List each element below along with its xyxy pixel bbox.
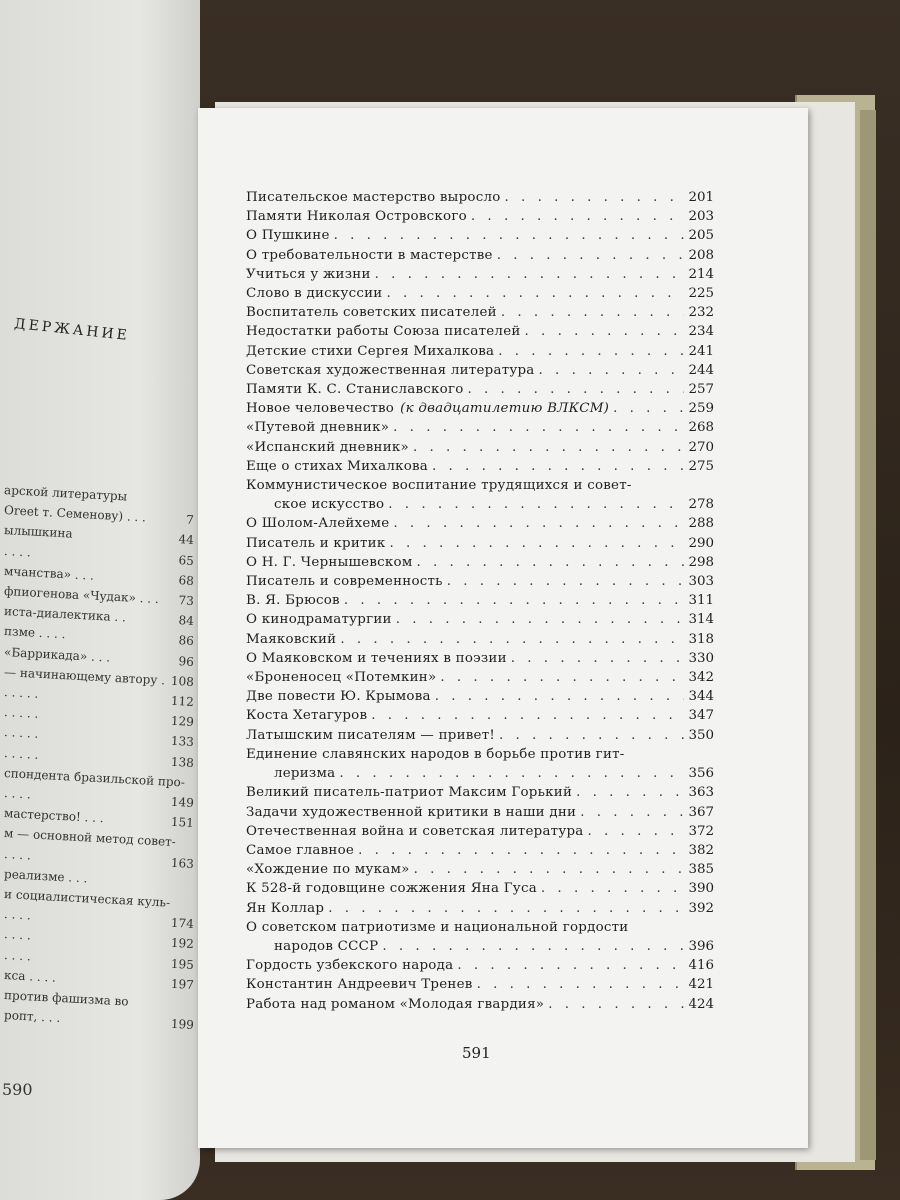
left-page-line — [4, 988, 194, 1012]
toc-entry-title: К 528-й годовщине сожжения Яна Гуса — [246, 881, 537, 897]
toc-entry-page: 270 — [688, 439, 714, 455]
toc-entry-title: О Н. Г. Чернышевском — [246, 554, 413, 570]
toc-leader-dots — [378, 937, 684, 956]
toc-entry-page: 390 — [688, 881, 714, 897]
toc-entry-continuation: леризма — [274, 766, 336, 782]
left-page-line-text: и социалистическая куль- — [3, 887, 171, 910]
toc-entry — [246, 803, 714, 822]
toc-entry-title: Писательское мастерство выросло — [246, 190, 501, 205]
toc-entry — [246, 534, 714, 553]
left-page-line — [4, 725, 194, 749]
toc-entry — [246, 860, 714, 879]
toc-entry-title: О Шолом-Алейхеме — [246, 516, 390, 532]
toc-leader-dots — [389, 418, 684, 437]
toc-entry — [246, 726, 714, 745]
toc-leader-dots — [409, 438, 684, 457]
toc-leader-dots — [501, 188, 684, 207]
toc-leader-dots — [576, 803, 684, 822]
left-page-line-text: спондента бразильской про- — [3, 765, 186, 790]
left-page-line-number — [194, 998, 195, 1012]
toc-leader-dots — [371, 265, 684, 284]
left-page-line-text: . . . . . — [3, 725, 39, 742]
toc-entry-page: 350 — [688, 727, 714, 743]
left-page-line-number: 7 — [185, 512, 195, 528]
toc-leader-dots — [535, 361, 684, 380]
right-page — [198, 108, 808, 1148]
toc-entry-title: Единение славянских народов в борьбе против гит- — [246, 746, 625, 762]
toc-entry-title: Памяти К. С. Станиславского — [246, 382, 464, 398]
left-page-line-text: ропт, . . . — [3, 1008, 61, 1026]
toc-entry-page: 244 — [688, 362, 714, 378]
toc-entry — [246, 630, 714, 649]
toc-entry-title: Латышским писателям — привет! — [246, 727, 496, 743]
toc-entry — [246, 188, 714, 207]
left-page-line-number: 84 — [178, 613, 195, 629]
toc-leader-dots — [609, 399, 684, 418]
left-page-line-number: 163 — [170, 855, 195, 871]
left-page-line-text: против фашизма во — [3, 988, 129, 1009]
toc-entry — [246, 207, 714, 226]
toc-entry — [246, 956, 714, 975]
toc-leader-dots — [467, 207, 684, 226]
toc-leader-dots — [453, 956, 684, 975]
toc-entry-page: 203 — [688, 209, 714, 225]
toc-entry — [246, 457, 714, 476]
toc-leader-dots — [340, 591, 684, 610]
toc-entry-page: 278 — [688, 497, 714, 513]
left-page-line-text: — начинающему автору . — [3, 664, 166, 688]
left-page-line — [4, 948, 194, 972]
toc-entry-page: 392 — [688, 900, 714, 916]
toc-entry-page: 232 — [688, 305, 714, 321]
left-page-line-number: 112 — [170, 693, 195, 709]
toc-entry — [246, 246, 714, 265]
left-page-line-text: ылышкина — [3, 523, 73, 541]
toc-entry-title: Детские стихи Сергея Михалкова — [246, 343, 495, 359]
left-page-line-number: 68 — [178, 572, 195, 588]
left-page-line-text: мчанства» . . . — [3, 563, 95, 583]
toc-entry — [246, 668, 714, 687]
toc-entry-title: Слово в дискуссии — [246, 286, 383, 302]
toc-entry-page: 318 — [688, 631, 714, 647]
toc-leader-dots — [537, 879, 684, 898]
toc-leader-dots — [497, 303, 684, 322]
left-page-line-text: реализме . . . — [3, 866, 88, 886]
left-page-line — [4, 927, 194, 951]
left-page-line-number: 129 — [170, 713, 195, 730]
toc-leader-dots — [382, 284, 684, 303]
toc-entry-page: 424 — [688, 996, 714, 1012]
toc-entry-page: 421 — [688, 977, 714, 993]
left-page-line-text: . . . . — [3, 927, 32, 943]
toc-entry — [246, 687, 714, 706]
left-page-line — [4, 645, 194, 669]
toc-entry — [246, 226, 714, 245]
toc-entry-page: 259 — [688, 401, 714, 417]
left-page-line-text: пзме . . . . — [3, 624, 66, 642]
toc-entry-title: Гордость узбекского народа — [246, 958, 454, 974]
toc-entry-title: О требовательности в мастерстве — [246, 247, 493, 263]
left-page-line-text: . . . . — [3, 947, 32, 964]
toc-entry-title: Писатель и современность — [246, 574, 443, 590]
toc-leader-dots — [464, 380, 684, 399]
toc-entry — [246, 342, 714, 361]
toc-entry-title: Отечественная война и советская литература — [246, 823, 584, 839]
left-page-line — [4, 483, 194, 507]
left-page-heading: ДЕРЖАНИЕ — [13, 315, 131, 345]
toc-entry-page: 290 — [688, 535, 714, 551]
left-page-line-number: 108 — [170, 673, 195, 689]
left-page-line-text: арской литературы — [3, 483, 128, 504]
left-page-line-text: . . . . . — [3, 685, 39, 701]
toc-entry-title: Советская художественная литература — [246, 362, 535, 378]
toc-entry-page: 303 — [688, 574, 714, 590]
toc-leader-dots — [521, 322, 684, 341]
toc-entry — [246, 899, 714, 918]
toc-entry-title: Коммунистическое воспитание трудящихся и совет- — [246, 478, 632, 494]
toc-entry-continuation: народов СССР — [274, 938, 379, 954]
toc-leader-dots — [330, 226, 684, 245]
toc-entry — [246, 476, 714, 514]
toc-entry-page: 396 — [688, 938, 714, 954]
left-page — [0, 0, 200, 1200]
toc-entry — [246, 745, 714, 783]
toc-leader-dots — [495, 726, 684, 745]
left-page-line — [4, 584, 194, 608]
toc-leader-dots — [336, 630, 684, 649]
toc-entry-page: 241 — [688, 343, 714, 359]
toc-entry-continuation: ское искусство — [274, 497, 385, 513]
toc-entry-page: 234 — [688, 324, 714, 340]
toc-leader-dots — [384, 495, 684, 514]
toc-entry-title: Памяти Николая Островского — [246, 209, 467, 225]
left-page-line-number: 96 — [178, 653, 195, 669]
left-page-line-number: 149 — [170, 794, 195, 810]
left-page-line — [4, 665, 194, 689]
left-page-line-text: . . . . — [3, 786, 32, 802]
toc-entry — [246, 610, 714, 629]
toc-entry — [246, 841, 714, 860]
toc-entry-page: 208 — [688, 247, 714, 263]
left-page-line-text: кса . . . . — [3, 967, 57, 985]
toc-entry-title: Коста Хетагуров — [246, 708, 368, 724]
left-page-line — [4, 968, 194, 992]
left-page-line-text: мастерство! . . . — [3, 806, 105, 826]
toc-entry — [246, 553, 714, 572]
toc-entry — [246, 822, 714, 841]
toc-entry-title: «Путевой дневник» — [246, 420, 390, 436]
left-page-line-number: 195 — [170, 956, 195, 972]
toc-leader-dots — [367, 706, 684, 725]
toc-entry-page: 257 — [688, 382, 714, 398]
toc-leader-dots — [324, 899, 684, 918]
toc-entry — [246, 879, 714, 898]
toc-entry — [246, 649, 714, 668]
toc-entry-page: 416 — [688, 958, 714, 974]
left-page-line-text: Oreet т. Семенову) . . . — [3, 503, 147, 525]
left-page-line-number — [194, 897, 195, 911]
toc-leader-dots — [410, 860, 684, 879]
left-page-line-text: фпиогенова «Чудак» . . . — [3, 584, 160, 607]
toc-leader-dots — [385, 534, 684, 553]
left-page-line-text: «Баррикада» . . . — [3, 644, 111, 665]
left-page-line-number — [194, 493, 195, 507]
toc-leader-dots — [389, 514, 684, 533]
toc-entry — [246, 514, 714, 533]
toc-entry-page: 367 — [688, 804, 714, 820]
left-page-line — [4, 847, 194, 871]
toc-leader-dots — [436, 668, 684, 687]
left-page-line-text: иста-диалектика . . — [3, 604, 127, 625]
left-page-line-number: 133 — [170, 734, 195, 750]
toc-entry-page: 372 — [688, 823, 714, 839]
toc-entry-page: 275 — [688, 458, 714, 474]
toc-entry-page: 342 — [688, 670, 714, 686]
toc-entry — [246, 995, 714, 1014]
left-page-line-number — [194, 836, 195, 850]
left-page-line-text: м — основной метод совет- — [3, 826, 177, 850]
toc-entry-page: 201 — [688, 190, 714, 205]
toc-leader-dots — [413, 553, 685, 572]
toc-entry — [246, 572, 714, 591]
toc-entry-page: 385 — [688, 862, 714, 878]
toc-entry — [246, 303, 714, 322]
toc-entry-title: Маяковский — [246, 631, 337, 647]
toc-entry-page: 225 — [688, 286, 714, 302]
toc-entry — [246, 706, 714, 725]
toc-entry — [246, 322, 714, 341]
toc-entry-title: В. Я. Брюсов — [246, 593, 340, 609]
toc-entry-page: 205 — [688, 228, 714, 244]
toc-entry-title: Самое главное — [246, 842, 355, 858]
toc-entry-title: «Броненосец «Потемкин» — [246, 670, 437, 686]
toc-entry — [246, 399, 714, 418]
toc-entry-title: О советском патриотизме и национальной гордости — [246, 919, 629, 935]
toc-entry-title: Воспитатель советских писателей — [246, 305, 497, 321]
toc-entry-page: 268 — [688, 420, 714, 436]
left-page-line-number: 192 — [170, 936, 195, 952]
left-page-line-text: . . . . . — [3, 705, 39, 722]
toc-entry — [246, 438, 714, 457]
table-of-contents — [246, 188, 714, 1014]
toc-entry-title: Две повести Ю. Крымова — [246, 689, 431, 705]
left-page-line — [4, 624, 194, 648]
toc-entry — [246, 361, 714, 380]
toc-entry-page: 344 — [688, 689, 714, 705]
toc-entry-title: Задачи художественной критики в наши дни — [246, 804, 577, 820]
toc-entry-title: Недостатки работы Союза писателей — [246, 324, 521, 340]
toc-entry-title: «Испанский дневник» — [246, 439, 409, 455]
toc-entry-title: О Маяковском и течениях в поэзии — [246, 650, 507, 666]
toc-entry-title: Работа над романом «Молодая гвардия» — [246, 996, 545, 1012]
toc-entry-title: Ян Коллар — [246, 900, 325, 916]
left-page-line-number: 138 — [170, 754, 195, 770]
toc-entry-page: 311 — [688, 593, 714, 609]
toc-entry — [246, 380, 714, 399]
book-cover-spine — [860, 110, 876, 1160]
toc-leader-dots — [493, 246, 684, 265]
left-page-line — [4, 887, 194, 911]
toc-entry — [246, 284, 714, 303]
toc-entry-title: Еще о стихах Михалкова — [246, 458, 429, 474]
toc-entry — [246, 975, 714, 994]
toc-entry-title: Великий писатель-патриот Максим Горький — [246, 785, 573, 801]
toc-entry-page: 382 — [688, 842, 714, 858]
toc-entry — [246, 418, 714, 437]
left-page-line-number: 197 — [170, 976, 195, 992]
left-page-line-number: 174 — [170, 915, 195, 932]
left-page-line-number: 151 — [170, 814, 195, 831]
left-page-line — [4, 564, 194, 588]
toc-leader-dots — [428, 457, 684, 476]
left-page-line — [4, 786, 194, 810]
toc-entry-page: 363 — [688, 785, 714, 801]
toc-entry-page: 214 — [688, 266, 714, 282]
left-page-line — [4, 544, 194, 568]
left-page-line-text: . . . . — [3, 846, 32, 863]
toc-leader-dots — [544, 995, 684, 1014]
toc-entry-title: Учиться у жизни — [246, 266, 371, 282]
toc-leader-dots — [572, 783, 684, 802]
toc-entry-page: 356 — [688, 766, 714, 782]
toc-entry — [246, 265, 714, 284]
left-page-line — [4, 766, 194, 790]
left-page-line-number: 65 — [178, 552, 195, 568]
left-page-number: 590 — [2, 1080, 33, 1099]
toc-leader-dots — [354, 841, 684, 860]
left-page-line — [4, 867, 194, 891]
toc-entry-page: 314 — [688, 612, 714, 628]
toc-entry — [246, 783, 714, 802]
toc-leader-dots — [335, 764, 684, 783]
left-page-line-number: 73 — [178, 593, 195, 608]
left-page-line-text: . . . . — [3, 543, 32, 560]
left-page-line-number: 86 — [178, 633, 195, 649]
left-page-line-text: . . . . — [3, 907, 32, 923]
toc-entry — [246, 591, 714, 610]
toc-entry — [246, 918, 714, 956]
left-page-line — [4, 523, 194, 547]
left-page-line — [4, 826, 194, 850]
toc-entry-page: 347 — [688, 708, 714, 724]
toc-entry-subtitle: (к двадцатилетию ВЛКСМ) — [400, 401, 610, 417]
toc-leader-dots — [507, 649, 684, 668]
toc-entry-page: 330 — [688, 650, 714, 666]
left-page-line-number — [194, 776, 195, 790]
toc-leader-dots — [392, 610, 684, 629]
toc-leader-dots — [584, 822, 684, 841]
left-page-line — [4, 746, 194, 770]
toc-entry-title: «Хождение по мукам» — [246, 862, 410, 878]
toc-entry-title: О кинодраматургии — [246, 612, 392, 628]
toc-entry-title: О Пушкине — [246, 228, 330, 244]
left-page-line-number — [194, 877, 195, 891]
toc-entry-page: 298 — [688, 554, 714, 570]
toc-leader-dots — [494, 342, 684, 361]
toc-entry-title: Писатель и критик — [246, 535, 386, 551]
left-page-line-text: . . . . . — [3, 745, 39, 762]
left-page-line-number: 199 — [170, 1016, 195, 1033]
toc-leader-dots — [443, 572, 684, 591]
page-number: 591 — [462, 1044, 491, 1062]
toc-entry-page: 288 — [688, 516, 714, 532]
toc-leader-dots — [473, 975, 684, 994]
toc-entry-title: Константин Андреевич Тренев — [246, 977, 473, 993]
left-page-line — [4, 685, 194, 709]
toc-leader-dots — [431, 687, 684, 706]
left-page-line — [4, 1008, 194, 1032]
toc-entry-title: Новое человечество — [246, 401, 395, 417]
left-page-line-number: 44 — [178, 532, 195, 548]
